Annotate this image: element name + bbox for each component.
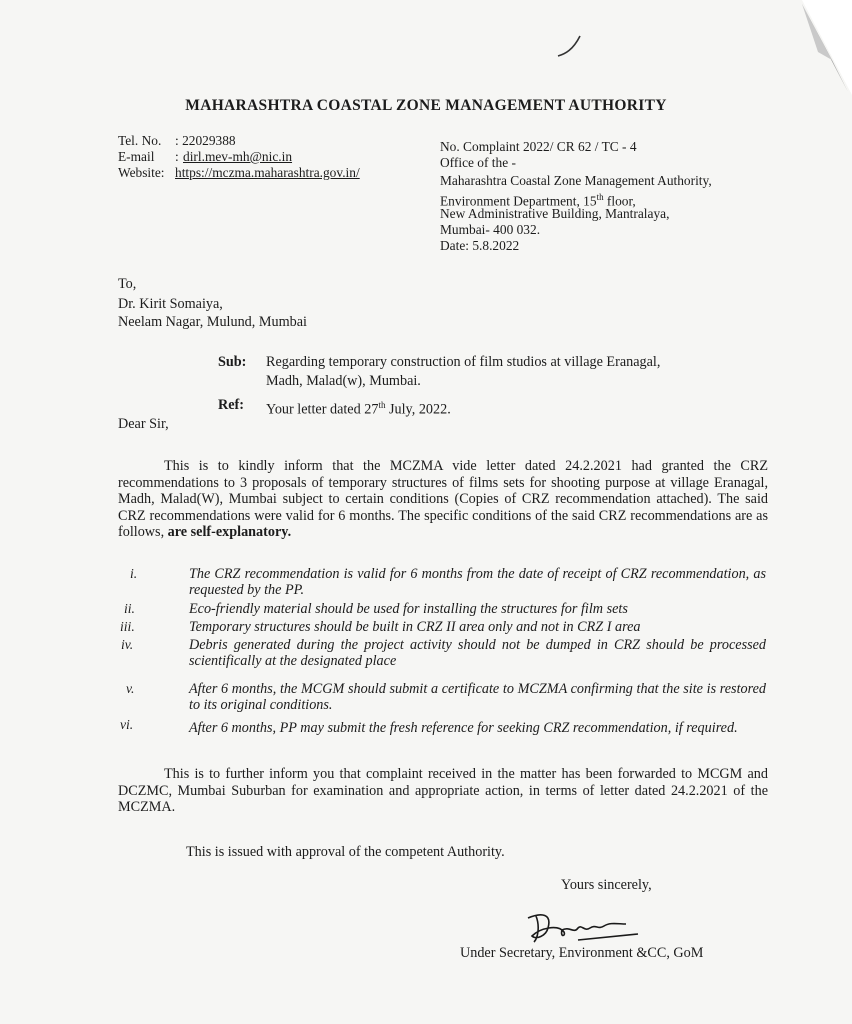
paragraph-intro: This is to kindly inform that the MCZMA vide letter dated 24.2.2021 had granted the CRZ recommendations to 3 proposals of temporary structures of films sets for shooting purpose at village Eranagal, Madh, Malad(W), Mumbai subject to certain conditions (Copies of CRZ recommendation attached). The said CRZ recommendations were valid for 6 months. The specific conditions of the said CRZ recommendations are as follows, are self-explanatory.	[118, 458, 768, 541]
authority-line: Maharashtra Coastal Zone Management Authority,	[440, 173, 712, 188]
office-line: Office of the -	[440, 155, 516, 170]
paragraph-forwarded: This is to further inform you that complaint received in the matter has been forwarded to MCGM and DCZMC, Mumbai Suburban for examination and appropriate action, in terms of letter dated 24.2.2021 of the MCZMA.	[118, 766, 768, 816]
closing-yours-sincerely: Yours sincerely,	[561, 877, 652, 893]
website-label: Website:	[118, 165, 165, 180]
city-line: Mumbai- 400 032.	[440, 222, 541, 237]
subject-label: Sub:	[218, 354, 247, 370]
condition-text: After 6 months, the MCGM should submit a certificate to MCZMA confirming that the site is restored to its original conditions.	[189, 681, 766, 714]
signature-image	[518, 898, 648, 948]
pen-tick-mark	[555, 32, 585, 60]
building-line: New Administrative Building, Mantralaya,	[440, 206, 670, 221]
email-colon: :	[175, 149, 179, 164]
tel-label: Tel. No.	[118, 133, 162, 148]
condition-text: Eco-friendly material should be used for installing the structures for film sets	[189, 601, 628, 617]
letter-date: Date: 5.8.2022	[440, 238, 520, 253]
email-link[interactable]: dirl.mev-mh@nic.in	[183, 149, 293, 164]
condition-number: v.	[126, 681, 135, 696]
addressee-name: Dr. Kirit Somaiya,	[118, 296, 223, 312]
reference-text: Your letter dated 27th July, 2022.	[266, 400, 451, 418]
salutation: Dear Sir,	[118, 416, 169, 432]
paragraph-approval: This is issued with approval of the competent Authority.	[186, 844, 505, 860]
page-title: MAHARASHTRA COASTAL ZONE MANAGEMENT AUTHORITY	[185, 97, 667, 114]
condition-text: After 6 months, PP may submit the fresh reference for seeking CRZ recommendation, if required.	[189, 720, 738, 736]
reference-label: Ref:	[218, 397, 244, 413]
subject-line-1: Regarding temporary construction of film studios at village Eranagal,	[266, 354, 661, 370]
email-label: E-mail	[118, 149, 155, 164]
page-curl-icon	[782, 0, 852, 95]
condition-text: Temporary structures should be built in CRZ II area only and not in CRZ I area	[189, 619, 641, 635]
condition-number: ii.	[124, 601, 135, 616]
condition-number: iii.	[120, 619, 135, 634]
condition-text: The CRZ recommendation is valid for 6 months from the date of receipt of CRZ recommendation, as requested by the PP.	[189, 566, 766, 599]
complaint-number: No. Complaint 2022/ CR 62 / TC - 4	[440, 139, 637, 154]
condition-number: iv.	[121, 637, 134, 652]
condition-number: vi.	[120, 717, 134, 732]
condition-text: Debris generated during the project activity should not be dumped in CRZ should be processed scientifically at the designated place	[189, 637, 766, 670]
addressee-address: Neelam Nagar, Mulund, Mumbai	[118, 314, 307, 330]
tel-value: : 22029388	[175, 133, 236, 148]
condition-number: i.	[130, 566, 138, 581]
department-line: Environment Department, 15th floor,	[440, 192, 636, 209]
subject-line-2: Madh, Malad(w), Mumbai.	[266, 373, 421, 389]
to-line: To,	[118, 276, 137, 292]
website-link[interactable]: https://mczma.maharashtra.gov.in/	[175, 165, 360, 180]
signatory-designation: Under Secretary, Environment &CC, GoM	[460, 945, 704, 961]
